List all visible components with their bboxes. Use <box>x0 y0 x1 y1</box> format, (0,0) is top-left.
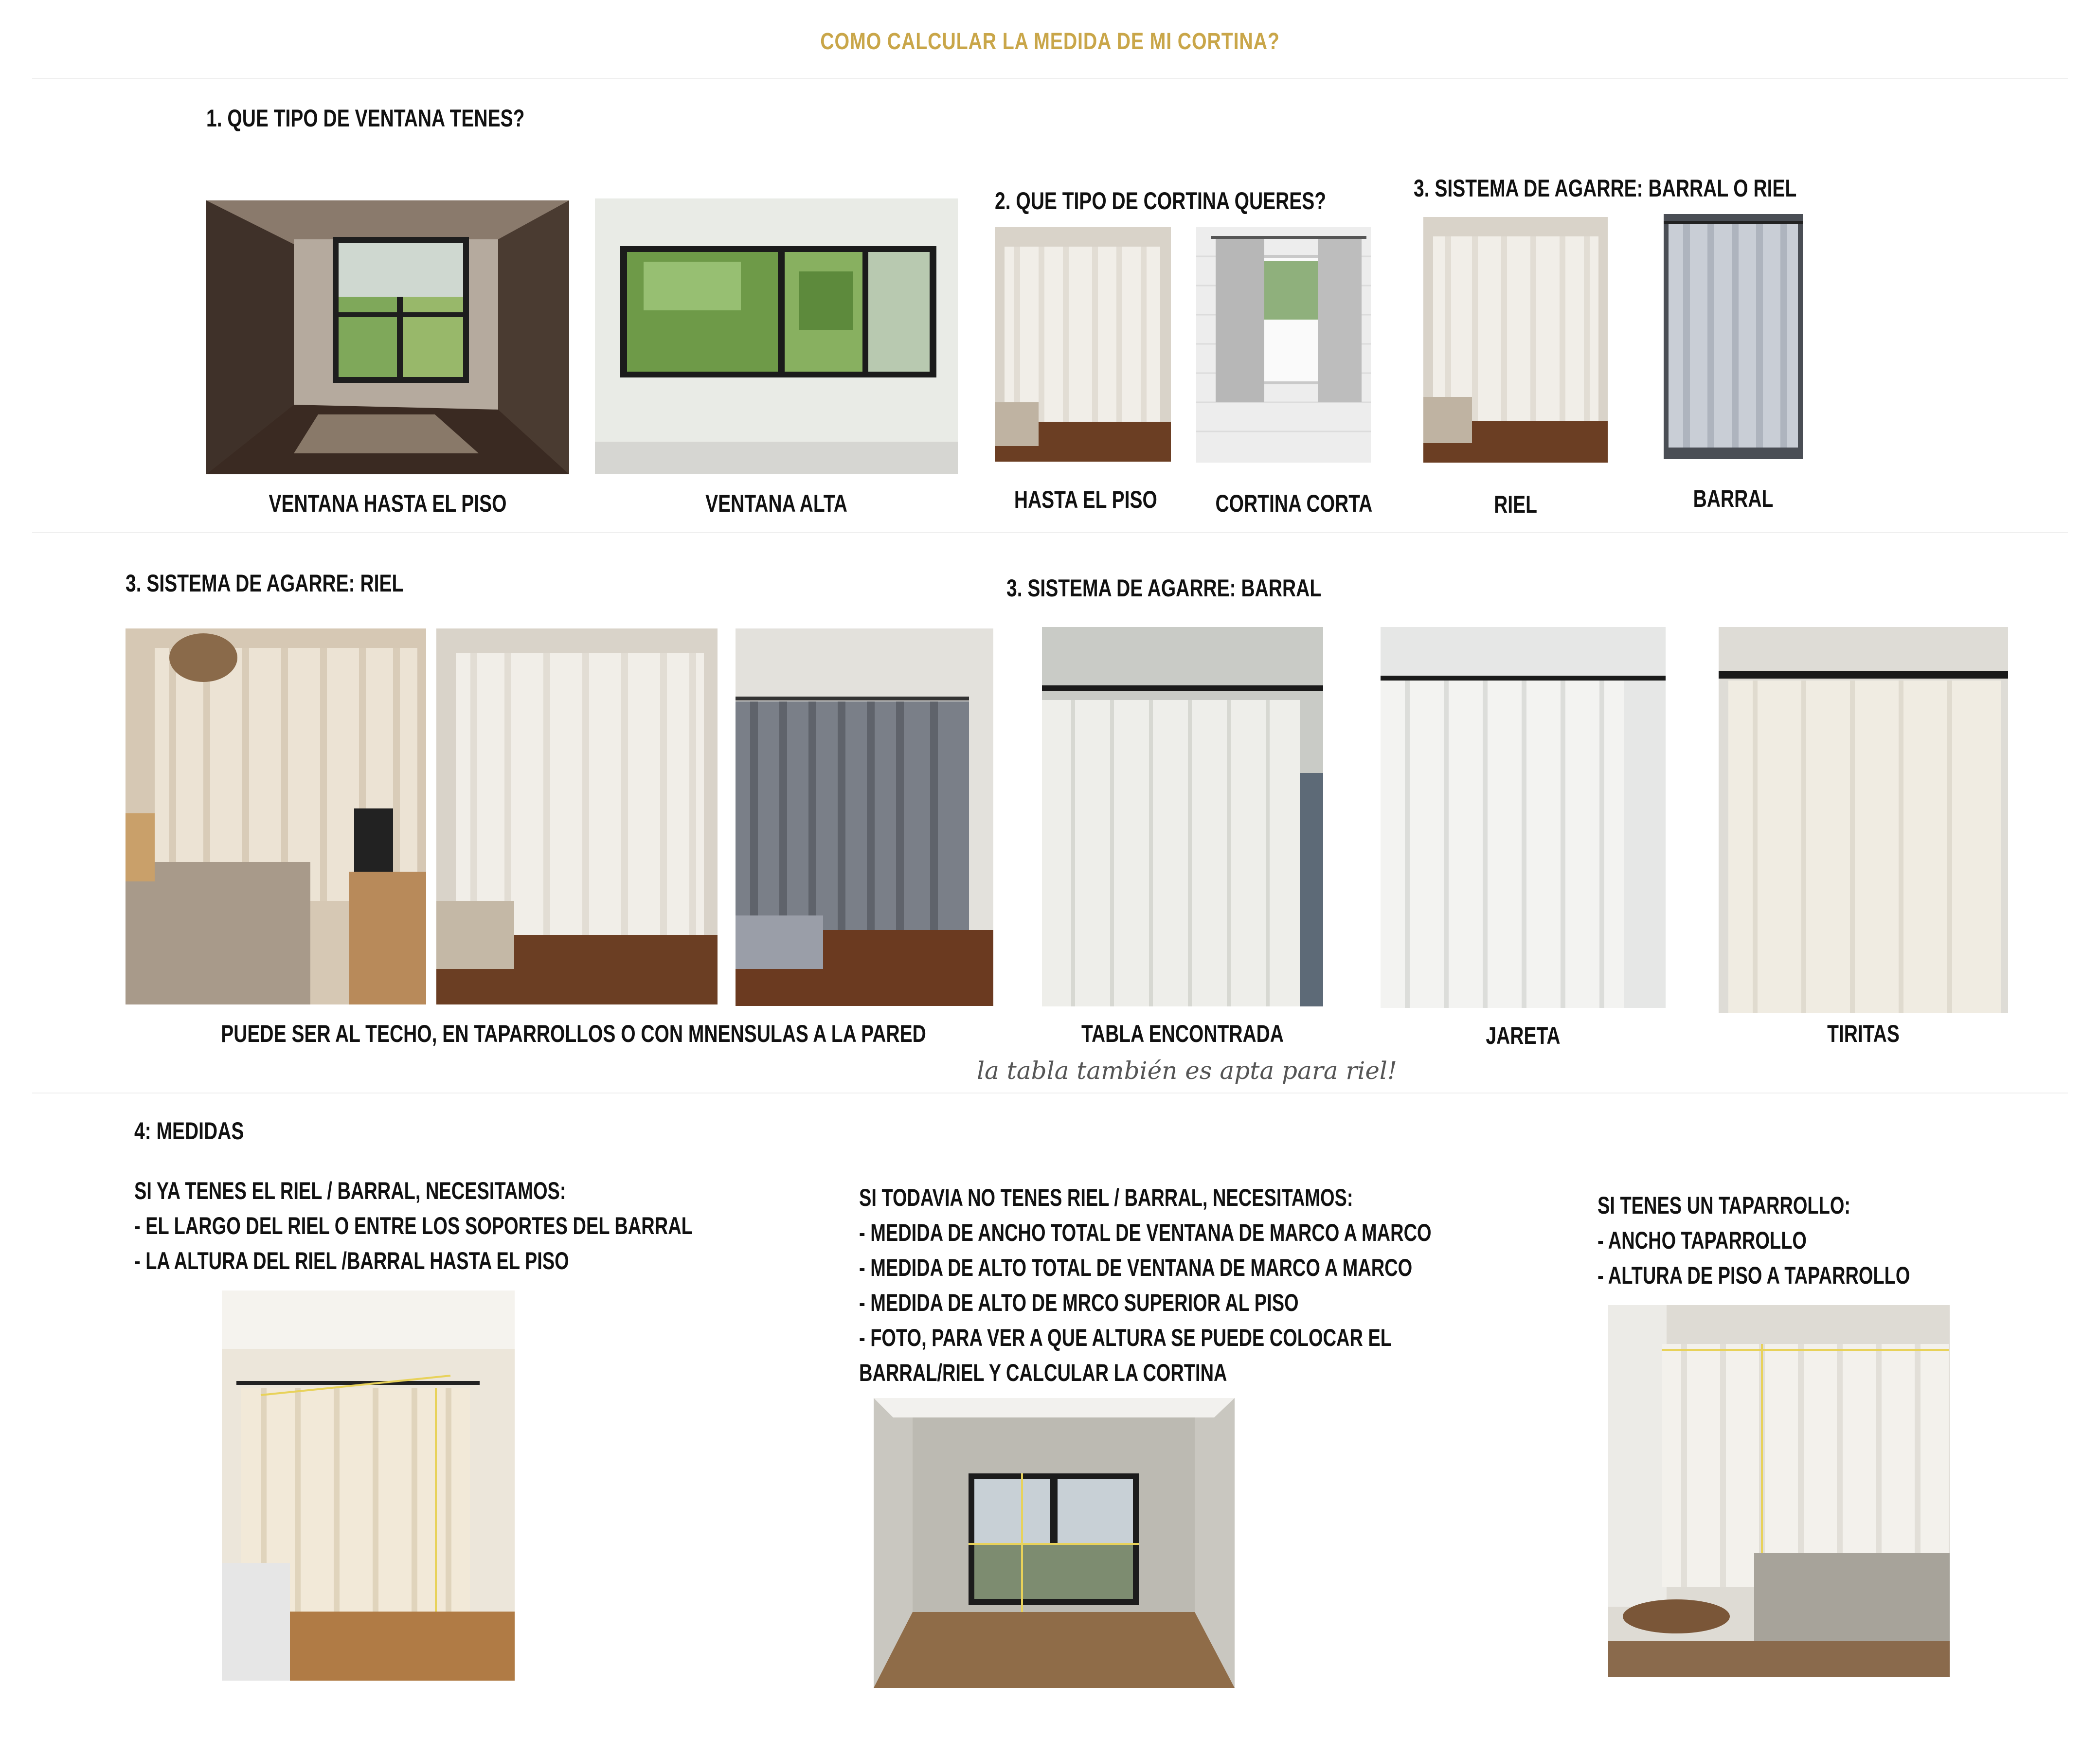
photo-ventana-alta <box>595 198 958 474</box>
medidas-heading: 4: MEDIDAS <box>134 1117 244 1145</box>
medidas-col3-line: - ANCHO TAPARROLLO <box>1597 1227 1807 1254</box>
caption-tabla-encontrada: TABLA ENCONTRADA <box>1081 1020 1284 1047</box>
photo-medidas-ventana <box>874 1398 1235 1688</box>
riel-caption: PUEDE SER AL TECHO, EN TAPARROLLOS O CON MNENSULAS A LA PARED <box>221 1020 926 1047</box>
medidas-col2-line: - MEDIDA DE ANCHO TOTAL DE VENTANA DE MARCO A MARCO <box>859 1219 1432 1246</box>
caption-barral: BARRAL <box>1693 485 1774 512</box>
photo-ventana-hasta-el-piso <box>206 200 569 474</box>
divider-middle <box>32 532 2068 533</box>
photo-hasta-el-piso <box>995 227 1171 462</box>
medidas-col2 <box>859 1180 1612 1390</box>
medidas-col1-line: SI YA TENES EL RIEL / BARRAL, NECESITAMOS: <box>134 1177 566 1204</box>
barral-note: la tabla también es apta para riel! <box>976 1057 1398 1085</box>
medidas-col3-line: - ALTURA DE PISO A TAPARROLLO <box>1597 1262 1910 1289</box>
caption-riel: RIEL <box>1494 491 1537 518</box>
photo-riel <box>1423 217 1608 463</box>
medidas-col2-line: SI TODAVIA NO TENES RIEL / BARRAL, NECESITAMOS: <box>859 1184 1353 1211</box>
medidas-col3 <box>1597 1188 2009 1293</box>
section3-heading: 3. SISTEMA DE AGARRE: BARRAL O RIEL <box>1414 175 1797 202</box>
section1-heading: 1. QUE TIPO DE VENTANA TENES? <box>206 105 525 132</box>
caption-jareta: JARETA <box>1486 1022 1561 1049</box>
divider-top <box>32 78 2068 79</box>
caption-ventana-hasta-el-piso: VENTANA HASTA EL PISO <box>269 490 507 517</box>
barral-heading: 3. SISTEMA DE AGARRE: BARRAL <box>1006 574 1322 602</box>
photo-jareta <box>1381 627 1666 1008</box>
caption-ventana-alta: VENTANA ALTA <box>705 490 847 517</box>
medidas-col1-line: - LA ALTURA DEL RIEL /BARRAL HASTA EL PISO <box>134 1247 569 1274</box>
medidas-col1 <box>134 1173 869 1278</box>
medidas-col2-line: - FOTO, PARA VER A QUE ALTURA SE PUEDE COLOCAR EL <box>859 1324 1392 1351</box>
caption-tiritas: TIRITAS <box>1827 1020 1900 1047</box>
divider-bottom <box>32 1093 2068 1094</box>
photo-riel-mensulas <box>736 628 993 1006</box>
medidas-col2-line: BARRAL/RIEL Y CALCULAR LA CORTINA <box>859 1359 1227 1386</box>
photo-riel-taparrollo <box>436 628 718 1004</box>
photo-tiritas <box>1719 627 2008 1013</box>
caption-hasta-el-piso: HASTA EL PISO <box>1014 486 1157 513</box>
medidas-col3-line: SI TENES UN TAPARROLLO: <box>1597 1192 1851 1219</box>
medidas-col2-line: - MEDIDA DE ALTO DE MRCO SUPERIOR AL PISO <box>859 1289 1299 1316</box>
photo-medidas-riel-existente <box>222 1291 515 1681</box>
medidas-col1-line: - EL LARGO DEL RIEL O ENTRE LOS SOPORTES DEL BARRAL <box>134 1212 693 1239</box>
photo-barral <box>1664 214 1803 459</box>
photo-medidas-taparrollo <box>1608 1305 1950 1677</box>
section2-heading: 2. QUE TIPO DE CORTINA QUERES? <box>995 187 1327 215</box>
photo-riel-techo <box>126 628 426 1004</box>
riel-heading: 3. SISTEMA DE AGARRE: RIEL <box>126 570 404 597</box>
caption-cortina-corta: CORTINA CORTA <box>1215 490 1373 517</box>
page-title: COMO CALCULAR LA MEDIDA DE MI CORTINA? <box>820 29 1280 54</box>
photo-tabla-encontrada <box>1042 627 1323 1006</box>
medidas-col2-line: - MEDIDA DE ALTO TOTAL DE VENTANA DE MARCO A MARCO <box>859 1254 1413 1281</box>
photo-cortina-corta <box>1196 227 1371 463</box>
